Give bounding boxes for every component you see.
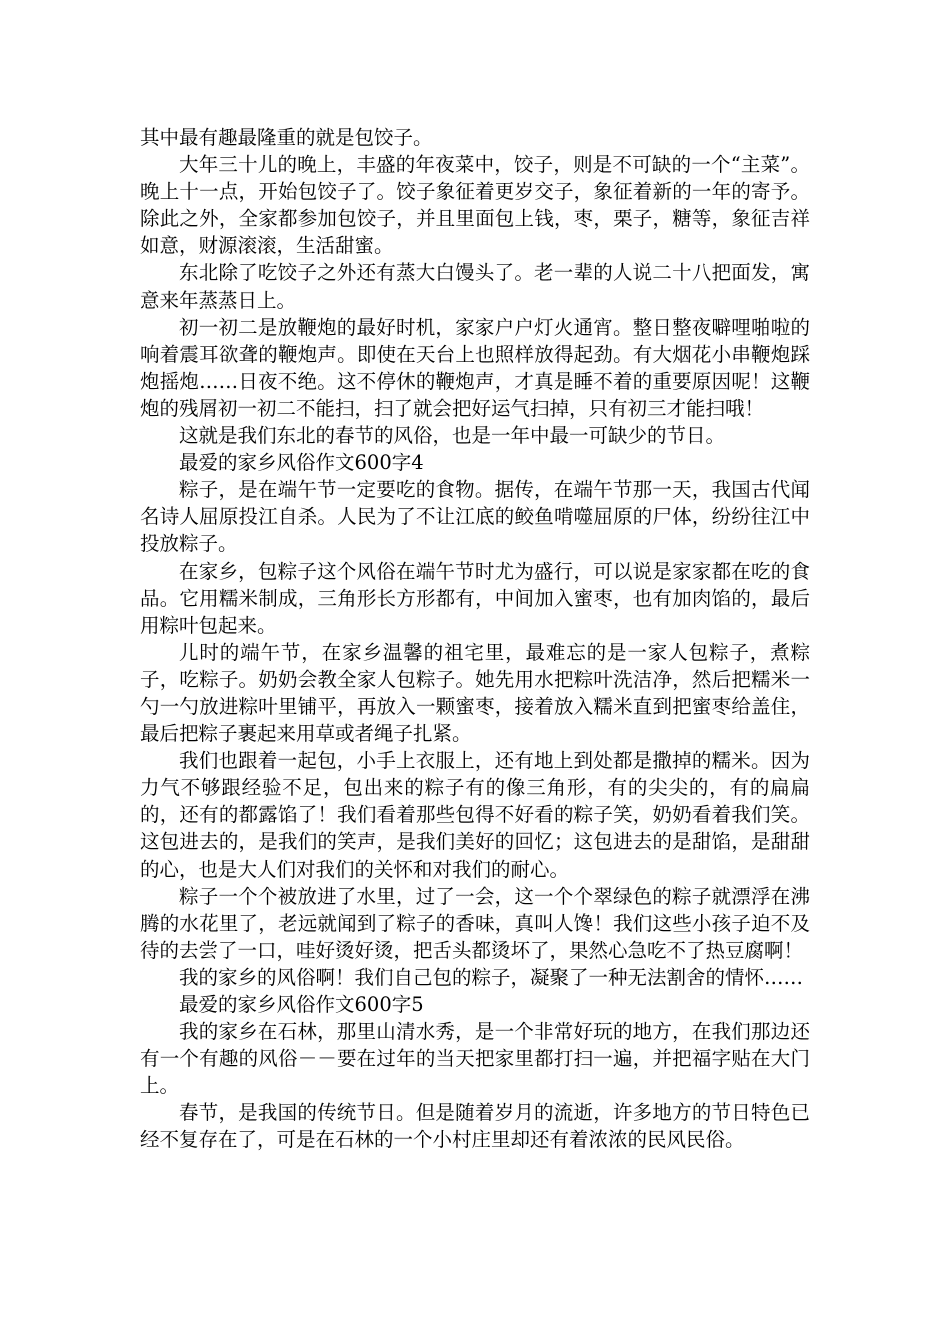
paragraph: 东北除了吃饺子之外还有蒸大白馒头了。老一辈的人说二十八把面发，寓意来年蒸蒸日上。 [140, 261, 810, 312]
paragraph: 在家乡，包粽子这个风俗在端午节时尤为盛行，可以说是家家都在吃的食品。它用糯米制成，三角形长方形都有，中间加入蜜枣，也有加肉馅的，最后用粽叶包起来。 [140, 559, 810, 637]
paragraph: 我的家乡的风俗啊！我们自己包的粽子，凝聚了一种无法割舍的情怀…… [179, 965, 804, 989]
paragraph: 我们也跟着一起包，小手上衣服上，还有地上到处都是撒掉的糯米。因为力气不够跟经验不足，包出来的粽子有的像三角形，有的尖尖的，有的扁扁的，还有的都露馅了！我们看着那些包得不好看的粽子笑，奶奶看着我们笑。这包进去的，是我们的笑声，是我们美好的回忆；这包进去的是甜馅，是甜甜的心，也是大人们对我们的关怀和对我们的耐心。 [140, 749, 810, 881]
document-body [140, 124, 810, 1154]
paragraph: 其中最有趣最隆重的就是包饺子。 [140, 126, 433, 149]
paragraph: 粽子一个个被放进了水里，过了一会，这一个个翠绿色的粽子就漂浮在沸腾的水花里了，老远就闻到了粽子的香味，真叫人馋！我们这些小孩子迫不及待的去尝了一口，哇好烫好烫，把舌头都烫坏了，果然心急吃不了热豆腐啊！ [140, 884, 810, 962]
paragraph: 这就是我们东北的春节的风俗，也是一年中最一可缺少的节日。 [179, 424, 726, 448]
paragraph: 大年三十儿的晚上，丰盛的年夜菜中，饺子，则是不可缺的一个“主菜”。晚上十一点，开始包饺子了。饺子象征着更岁交子，象征着新的一年的寄予。除此之外，全家都参加包饺子，并且里面包上钱，枣，栗子，糖等，象征吉祥如意，财源滚滚，生活甜蜜。 [140, 153, 810, 258]
paragraph: 粽子，是在端午节一定要吃的食物。据传，在端午节那一天，我国古代闻名诗人屈原投江自杀。人民为了不让江底的鲛鱼啃噬屈原的尸体，纷纷往江中投放粽子。 [140, 478, 810, 556]
paragraph: 初一初二是放鞭炮的最好时机，家家户户灯火通宵。整日整夜噼哩啪啦的响着震耳欲聋的鞭炮声。即使在天台上也照样放得起劲。有大烟花小串鞭炮踩炮摇炮……日夜不绝。这不停休的鞭炮声，才真是睡不着的重要原因呢！这鞭炮的残屑初一初二不能扫，扫了就会把好运气扫掉，只有初三才能扫哦！ [140, 315, 810, 420]
paragraph: 儿时的端午节，在家乡温馨的祖宅里，最难忘的是一家人包粽子，煮粽子，吃粽子。奶奶会教全家人包粽子。她先用水把粽叶洗洁净，然后把糯米一勺一勺放进粽叶里铺平，再放入一颗蜜枣，接着放入糯米直到把蜜枣给盖住，最后把粽子裹起来用草或者绳子扎紧。 [140, 640, 810, 746]
section-heading: 最爱的家乡风俗作文600字5 [179, 993, 424, 1016]
section-heading: 最爱的家乡风俗作文600字4 [179, 451, 424, 475]
paragraph: 我的家乡在石林，那里山清水秀，是一个非常好玩的地方，在我们那边还有一个有趣的风俗－－要在过年的当天把家里都打扫一遍，并把福字贴在大门上。 [140, 1020, 810, 1098]
paragraph: 春节，是我国的传统节日。但是随着岁月的流逝，许多地方的节日特色已经不复存在了，可是在石林的一个小村庄里却还有着浓浓的民风民俗。 [140, 1101, 810, 1152]
